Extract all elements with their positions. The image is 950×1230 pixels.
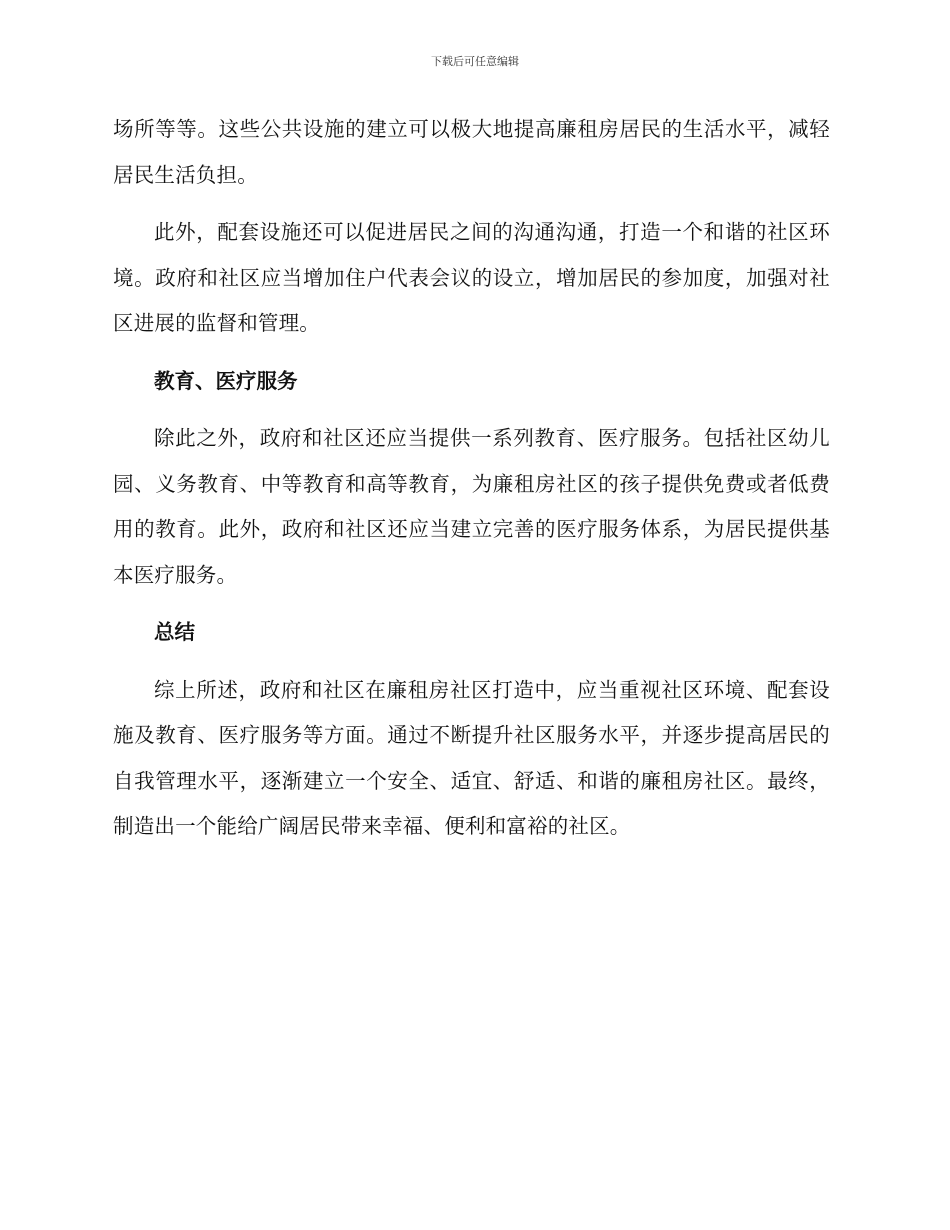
document-body <box>113 107 830 850</box>
paragraph-summary: 综上所述，政府和社区在廉租房社区打造中，应当重视社区环境、配套设施及教育、医疗服务等方面。通过不断提升社区服务水平，并逐步提高居民的自我管理水平，逐渐建立一个安全、适宜、舒适、和谐的廉租房社区。最终，制造出一个能给广阔居民带来幸福、便利和富裕的社区。 <box>113 677 830 838</box>
paragraph-public-facilities: 场所等等。这些公共设施的建立可以极大地提高廉租房居民的生活水平，减轻居民生活负担。 <box>113 117 830 187</box>
section-heading-education-medical: 教育、医疗服务 <box>154 368 298 393</box>
page-header: 下载后可任意编辑 <box>431 55 519 68</box>
paragraph-community-communication: 此外，配套设施还可以促进居民之间的沟通沟通，打造一个和谐的社区环境。政府和社区应当增加住户代表会议的设立，增加居民的参加度，加强对社区进展的监督和管理。 <box>113 220 830 335</box>
section-heading-summary: 总结 <box>154 620 195 644</box>
paragraph-education-medical: 除此之外，政府和社区还应当提供一系列教育、医疗服务。包括社区幼儿园、义务教育、中等教育和高等教育，为廉租房社区的孩子提供免费或者低费用的教育。此外，政府和社区还应当建立完善的医疗服务体系，为居民提供基本医疗服务。 <box>113 426 830 587</box>
